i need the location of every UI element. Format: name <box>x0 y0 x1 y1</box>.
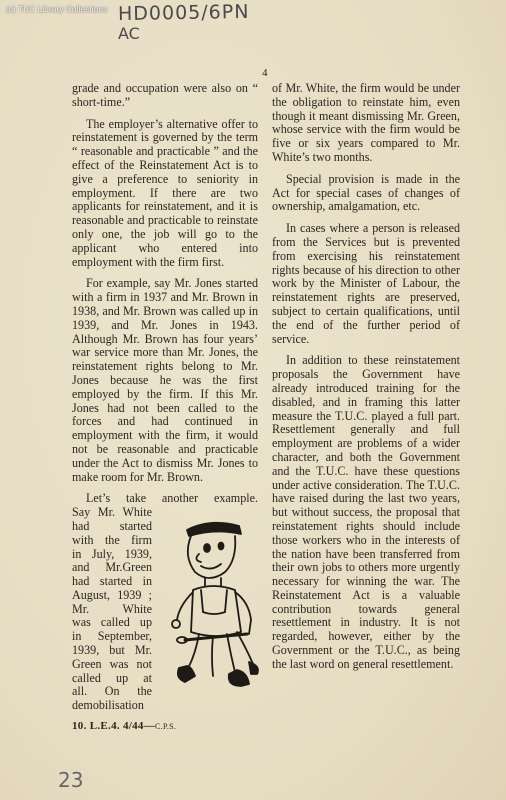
example-line: with the firm <box>72 532 152 547</box>
example-line: Green was not <box>72 656 152 671</box>
example-line: in September, <box>72 629 152 644</box>
paragraph-short-time: grade and occupation were also on “ short-time.” <box>72 81 258 109</box>
paragraph-direction-to-work: In cases where a person is released from the Services but is prevented from exercising his reinstatement rights because of his direction to other work by the Minister of Labour, the reinstatement rights are preserved, subject to certain qualifications, until the end of the further period of service. <box>272 221 460 346</box>
workman-cartoon-illustration <box>165 516 263 692</box>
example-line: 1939, but Mr. <box>72 643 152 658</box>
paragraph-jones-brown-example: For example, say Mr. Jones started with a firm in 1937 and Mr. Brown in 1938, and Mr. Brown was called up in 1939, and Mr. Jones in 1943. Although Mr. Brown has four years’ war service more than Mr. Jones, the reinstatement rights belong to Mr. Jones because he was the first employed by the firm. If this Mr. Jones had not been called to the forces and had continued in employment with the firm, it would not be reasonable and practicable under the Act to dismiss Mr. Jones to make room for Mr. Brown. <box>72 276 258 484</box>
archive-reference-initials: AC <box>118 24 140 43</box>
example-line: all. On the <box>72 684 152 699</box>
paragraph-resettlement: In addition to these reinstatement proposals the Government have already introduced training for the disabled, and in framing this latter measure the T.U.C. played a full part. Resettlement generally and full employment are problems of a wider character, and both the Government and the T.U.C. have these questions under active consideration. The T.U.C. have raised during the last two years, but without success, the proposal that reinstatement rights should include those workers who in the interests of the nation have been transferred from their own jobs to others more urgently necessary for winning the war. The Reinstatement Act is a valuable contribution towards general resettlement in industry. It is not regarded, however, either by the Government or the T.U.C., as being the last word on general resettlement. <box>272 353 460 671</box>
example-line: August, 1939 ; <box>72 587 152 602</box>
example-line: was called up <box>72 615 152 630</box>
example-line: had started <box>72 518 152 533</box>
pencil-annotation: 23 <box>58 768 84 792</box>
left-column <box>72 81 258 713</box>
collection-watermark: (c) TUC Library Collections <box>6 5 108 14</box>
example-line: had started in <box>72 574 152 589</box>
paragraph-white-reinstatement: of Mr. White, the firm would be under the obligation to reinstate him, even though it meant dismissing Mr. Green, whose service with the firm would be five or six years compared to Mr. White’s two months. <box>272 81 460 164</box>
example-line: Say Mr. White <box>72 505 152 520</box>
white-green-example <box>72 491 258 713</box>
paragraph-special-provision: Special provision is made in the Act for special cases of changes of ownership, amalgamation, etc. <box>272 171 460 214</box>
example-line: demobilisation <box>72 698 144 713</box>
print-footer <box>72 720 176 732</box>
paragraph-alternative-offer: The employer’s alternative offer to reinstatement is governed by the term “ reasonable and practicable ” and the effect of the Reinstatement Act is to give a preference to seniority in employment. If there are two applicants for reinstatement, and it is reasonable and practicable to reinstate only one, the job will go to the applicant who entered into employment with the firm first. <box>72 116 258 269</box>
example-intro: Let’s take another example. <box>86 491 258 506</box>
page-number: 4 <box>262 67 268 79</box>
footer-code: 10. L.E.4. 4/44— <box>72 720 156 732</box>
example-line: Mr. White <box>72 601 152 616</box>
example-line: called up at <box>72 670 152 685</box>
archive-reference: HD0005/6PN <box>117 0 250 26</box>
example-line: and Mr.Green <box>72 560 152 575</box>
example-line: in July, 1939, <box>72 546 152 561</box>
footer-printer: C.P.S. <box>155 722 177 731</box>
right-column <box>272 82 460 680</box>
